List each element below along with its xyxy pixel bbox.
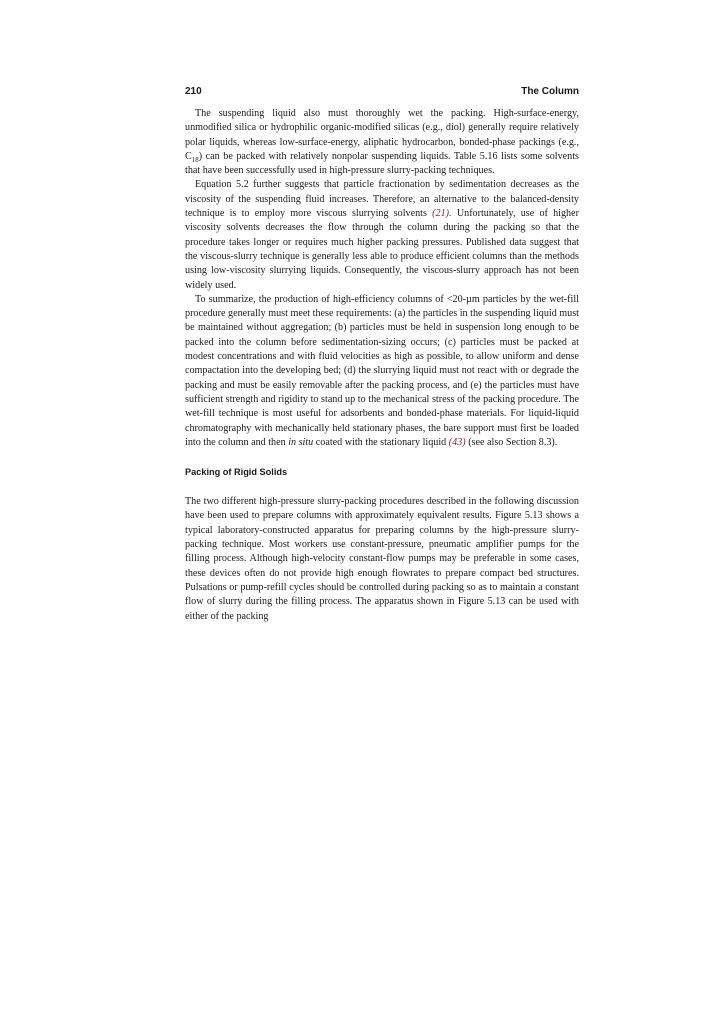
paragraph-suspending-liquid [185, 107, 579, 178]
subscript: 18 [191, 155, 199, 164]
running-head [185, 86, 579, 98]
paragraph-text: ) can be packed with relatively nonpolar suspending liquids. Table 5.16 lists some solvents that have been successfully used in high-pressure slurry-packing techniques. [185, 150, 579, 177]
paragraph-text: The suspending liquid also must thoroughly wet the packing. High-surface-energy, unmodified silica or hydrophilic organic-modified silicas (e.g., diol) generally require relatively polar liquids, whereas low-surface-energy, aliphatic hydrocarbon, bonded-phase packings (e.g., C [185, 108, 579, 162]
paragraph-packing-procedures: The two different high-pressure slurry-packing procedures described in the following discussion have been used to prepare columns with approximately equivalent results. Figure 5.13 shows a typical laboratory-constructed apparatus for preparing columns by the high-pressure slurry-packing technique. Most workers use constant-pressure, pneumatic amplifier pumps for the filling process. Although high-velocity constant-flow pumps may be preferable in some cases, these devices often do not provide high enough flowrates to prepare compact bed structures. Pulsations or pump-refill cycles should be controlled during packing so as to maintain a constant flow of slurry during the filling process. The apparatus shown in Figure 5.13 can be used with either of the packing [185, 496, 579, 622]
page-number: 210 [185, 86, 202, 97]
citation-link[interactable]: (21). [432, 208, 452, 220]
citation-link[interactable]: (43) [448, 436, 466, 448]
section-heading: Packing of Rigid Solids [185, 467, 288, 478]
italic-term: in situ [288, 436, 314, 448]
paragraph-text: coated with the stationary liquid [313, 436, 449, 448]
body-text [185, 107, 579, 624]
paragraph-text: Unfortunately, use of higher viscosity solvents decreases the flow through the column during the packing so that the procedure takes longer or requires much higher packing pressures. Published data suggest that the viscous-slurry technique is generally less able to produce efficient columns than the methods using low-viscosity slurrying liquids. Consequently, the viscous-slurry approach has not been widely used. [185, 208, 579, 291]
paragraph-text: (see also Section 8.3). [465, 436, 558, 448]
paragraph-viscosity [185, 178, 579, 292]
paragraph-text: To summarize, the production of high-efficiency columns of <20-µm particles by the wet-fill procedure generally must meet these requirements: (a) the particles in the suspending liquid must be maintained without aggregation; (b) particles must be held in suspension long enough to be packed into the column before sedimentation-sizing occurs; (c) particles must be packed at modest concentrations and with fluid velocities as high as possible, to allow uniform and dense compactation into the developing bed; (d) the slurrying liquid must not react with or degrade the packing and must be easily removable after the packing process, and (e) the particles must have sufficient strength and rigidity to stand up to the mechanical stress of the packing procedure. The wet-fill technique is most useful for adsorbents and bonded-phase materials. For liquid-liquid chromatography with mechanically held stationary phases, the bare support must first be loaded into the column and then [185, 293, 579, 448]
paragraph-summary [185, 293, 579, 450]
book-page [185, 86, 579, 624]
paragraph-text: Equation 5.2 further suggests that particle fractionation by sedimentation decreases as the viscosity of the suspending fluid increases. Therefore, an alternative to the balanced-density technique is to employ more viscous slurrying solvents [185, 179, 579, 220]
chapter-title: The Column [521, 86, 579, 97]
